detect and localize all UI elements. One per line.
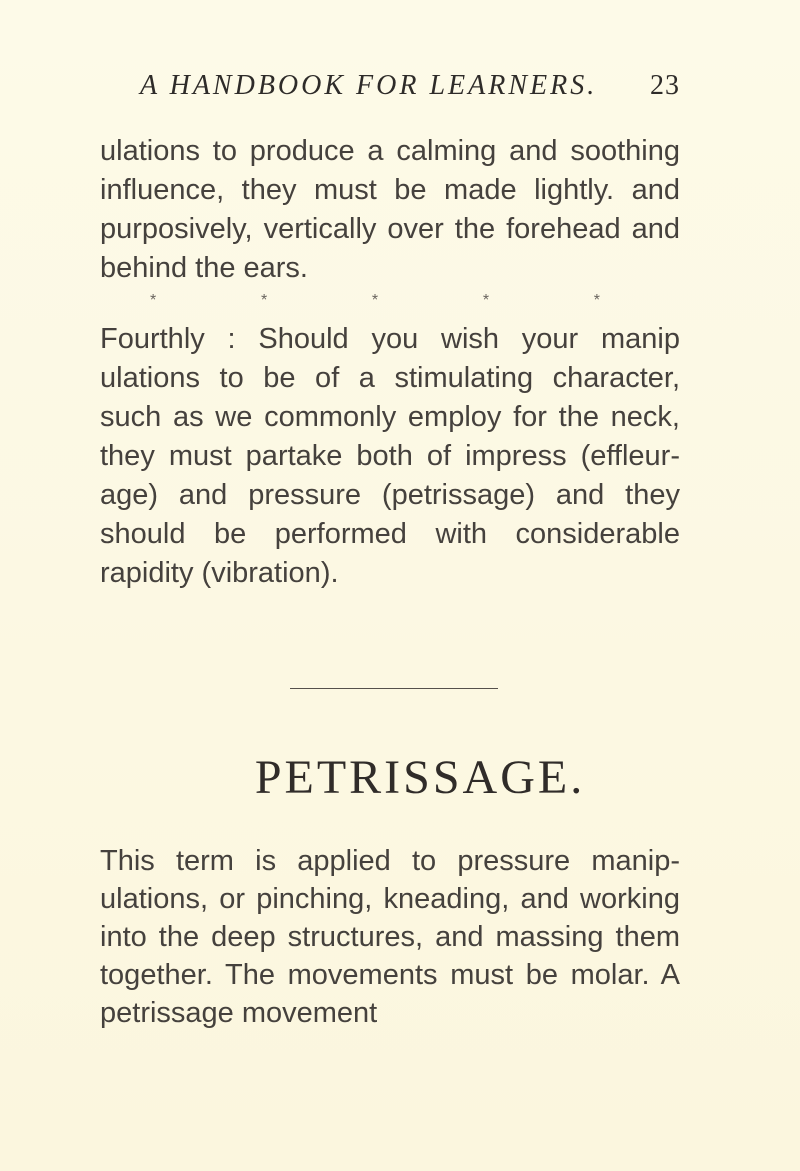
running-header: [140, 70, 680, 110]
running-title: A HANDBOOK FOR LEARNERS.: [140, 70, 598, 101]
paragraph-1: [100, 132, 680, 288]
paragraph-2: [100, 320, 680, 593]
star-ornament: *: [150, 292, 157, 309]
section-divider-rule: [290, 688, 498, 689]
paragraph-1-text: ulations to produce a calming and soothing influence, they must be made lightly. and purposively, vertically over the forehead and behind the ears.: [100, 135, 680, 284]
section-break-stars: [150, 292, 600, 316]
paragraph-2-text: Fourthly : Should you wish your manip ulations to be of a stimulating character, such as we commonly employ for the neck, they must partake both of impress (effleur-age) and pressure (petrissage) and they should be performed with considerable rapidity (vibration).: [100, 323, 680, 589]
page-number: 23: [650, 70, 680, 101]
star-ornament: *: [371, 292, 379, 309]
star-ornament: *: [260, 292, 268, 309]
star-ornament: *: [593, 292, 600, 309]
paragraph-3: [100, 842, 680, 1032]
paragraph-3-text: This term is applied to pressure manip-ulations, or pinching, kneading, and working into the deep structures, and massing them together. The movements must be molar. A petrissage movement: [100, 845, 680, 1029]
section-title: PETRISSAGE.: [254, 751, 586, 804]
star-ornament: *: [482, 292, 490, 309]
